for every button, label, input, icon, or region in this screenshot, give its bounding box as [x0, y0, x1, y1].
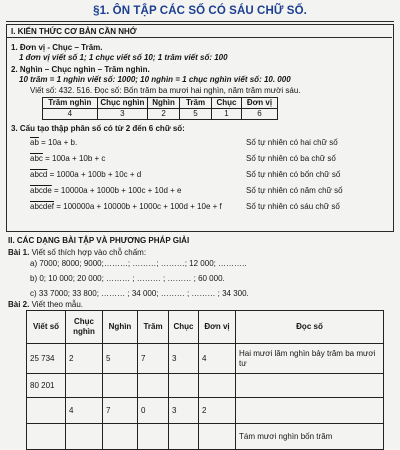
table-cell: [103, 424, 138, 450]
table-header: Trăm: [138, 311, 169, 344]
item2-heading: 2. Nghìn – Chục nghìn – Trăm nghìn.: [11, 65, 150, 74]
table-header: Chục nghìn: [66, 311, 103, 344]
table-row: [27, 398, 384, 424]
table-cell: [199, 424, 236, 450]
table-cell: [27, 398, 66, 424]
place-value: 1: [212, 109, 242, 120]
table-header: Viết số: [27, 311, 66, 344]
item3-heading: 3. Cấu tạo thập phân số có từ 2 đến 6 chữ số:: [11, 124, 185, 133]
table-cell: [199, 374, 236, 398]
exercise1-prompt: Bài 1. Viết số thích hợp vào chỗ chấm:: [8, 248, 147, 257]
place-value: 6: [241, 109, 277, 120]
table-cell: 7: [103, 398, 138, 424]
table-cell: [169, 424, 199, 450]
table-cell: Tám mươi nghìn bốn trăm: [236, 424, 384, 450]
place-value: 2: [148, 109, 180, 120]
place-header: Đơn vị: [241, 98, 277, 109]
table-header: Chục: [169, 311, 199, 344]
table-cell: [236, 374, 384, 398]
place-header: Chục nghìn: [97, 98, 148, 109]
section-underline: [7, 37, 392, 38]
structure-formula: abcde = 10000a + 1000b + 100c + 10d + e: [30, 186, 182, 195]
table-row: [27, 424, 384, 450]
table-cell: [27, 424, 66, 450]
structure-desc: Số tự nhiên có hai chữ số: [246, 138, 338, 147]
table-cell: Hai mươi lăm nghìn bảy trăm ba mươi tư: [236, 344, 384, 374]
structure-desc: Số tự nhiên có năm chữ số: [246, 186, 343, 195]
place-header: Trăm nghìn: [43, 98, 98, 109]
title-divider: [6, 21, 394, 22]
item1-text: 1 đơn vị viết số 1; 1 chục viết số 10; 1 trăm viết số: 100: [19, 53, 228, 62]
place-header: Trăm: [180, 98, 212, 109]
table-cell: [103, 374, 138, 398]
page-title: §1. ÔN TẬP CÁC SỐ CÓ SÁU CHỮ SỐ.: [93, 5, 307, 17]
table-cell: [169, 374, 199, 398]
table-row: [27, 344, 384, 374]
table-row: [27, 374, 384, 398]
structure-formula: abcdef = 100000a + 10000b + 1000c + 100d + 10e + f: [30, 202, 222, 211]
table-cell: 25 734: [27, 344, 66, 374]
exercise2-table: [26, 310, 384, 450]
table-cell: [236, 398, 384, 424]
place-value: 4: [43, 109, 98, 120]
table-cell: [66, 374, 103, 398]
table-cell: [138, 424, 169, 450]
table-cell: 7: [138, 344, 169, 374]
place-value-table: [42, 97, 278, 120]
exercise2-prompt: Bài 2. Viết theo mẫu.: [8, 300, 84, 309]
table-cell: 0: [138, 398, 169, 424]
table-cell: 4: [66, 398, 103, 424]
place-value: 3: [97, 109, 148, 120]
structure-desc: Số tự nhiên có ba chữ số: [246, 154, 336, 163]
place-header: Nghìn: [148, 98, 180, 109]
table-cell: 2: [199, 398, 236, 424]
place-value: 5: [180, 109, 212, 120]
item2-example: Viết số: 432. 516. Đọc số: Bốn trăm ba mươi hai nghìn, năm trăm mười sáu.: [30, 86, 301, 95]
table-cell: [66, 424, 103, 450]
table-cell: [138, 374, 169, 398]
section-heading-knowledge: I. KIẾN THỨC CƠ BẢN CẦN NHỚ: [11, 27, 137, 36]
structure-formula: $\overline{ab} = 10a + b$.: [30, 138, 78, 147]
table-header: Đọc số: [236, 311, 384, 344]
structure-formula: abcd = 1000a + 100b + 10c + d: [30, 170, 142, 179]
item1-heading: 1. Đơn vị - Chục – Trăm.: [11, 43, 103, 52]
table-header: Đơn vị: [199, 311, 236, 344]
section-heading-exercises: II. CÁC DẠNG BÀI TẬP VÀ PHƯƠNG PHÁP GIẢI: [8, 236, 190, 245]
table-header: Nghìn: [103, 311, 138, 344]
place-header: Chục: [212, 98, 242, 109]
exercise1-line-b: b) 0; 10 000; 20 000; ……… ; ……… ; ……… ; 60 000.: [30, 274, 225, 283]
item2-text: 10 trăm = 1 nghìn viết số: 1000; 10 nghìn = 1 chục nghìn viết số: 10. 000: [19, 75, 291, 84]
exercise1-line-c: c) 33 7000; 33 800; ……… ; 34 000; ……… ; ……… ; 34 300.: [30, 289, 249, 298]
structure-formula: $\overline{abc} = 100a + 10b + c$: [30, 154, 106, 163]
table-cell: 4: [199, 344, 236, 374]
table-cell: 3: [169, 344, 199, 374]
table-cell: 5: [103, 344, 138, 374]
table-cell: 80 201: [27, 374, 66, 398]
structure-desc: Số tự nhiên có bốn chữ số: [246, 170, 341, 179]
table-cell: 3: [169, 398, 199, 424]
exercise1-line-a: a) 7000; 8000; 9000;………; ………; ………; 12 000; ………..: [30, 259, 247, 268]
table-cell: 2: [66, 344, 103, 374]
structure-desc: Số tự nhiên có sáu chữ số: [246, 202, 340, 211]
